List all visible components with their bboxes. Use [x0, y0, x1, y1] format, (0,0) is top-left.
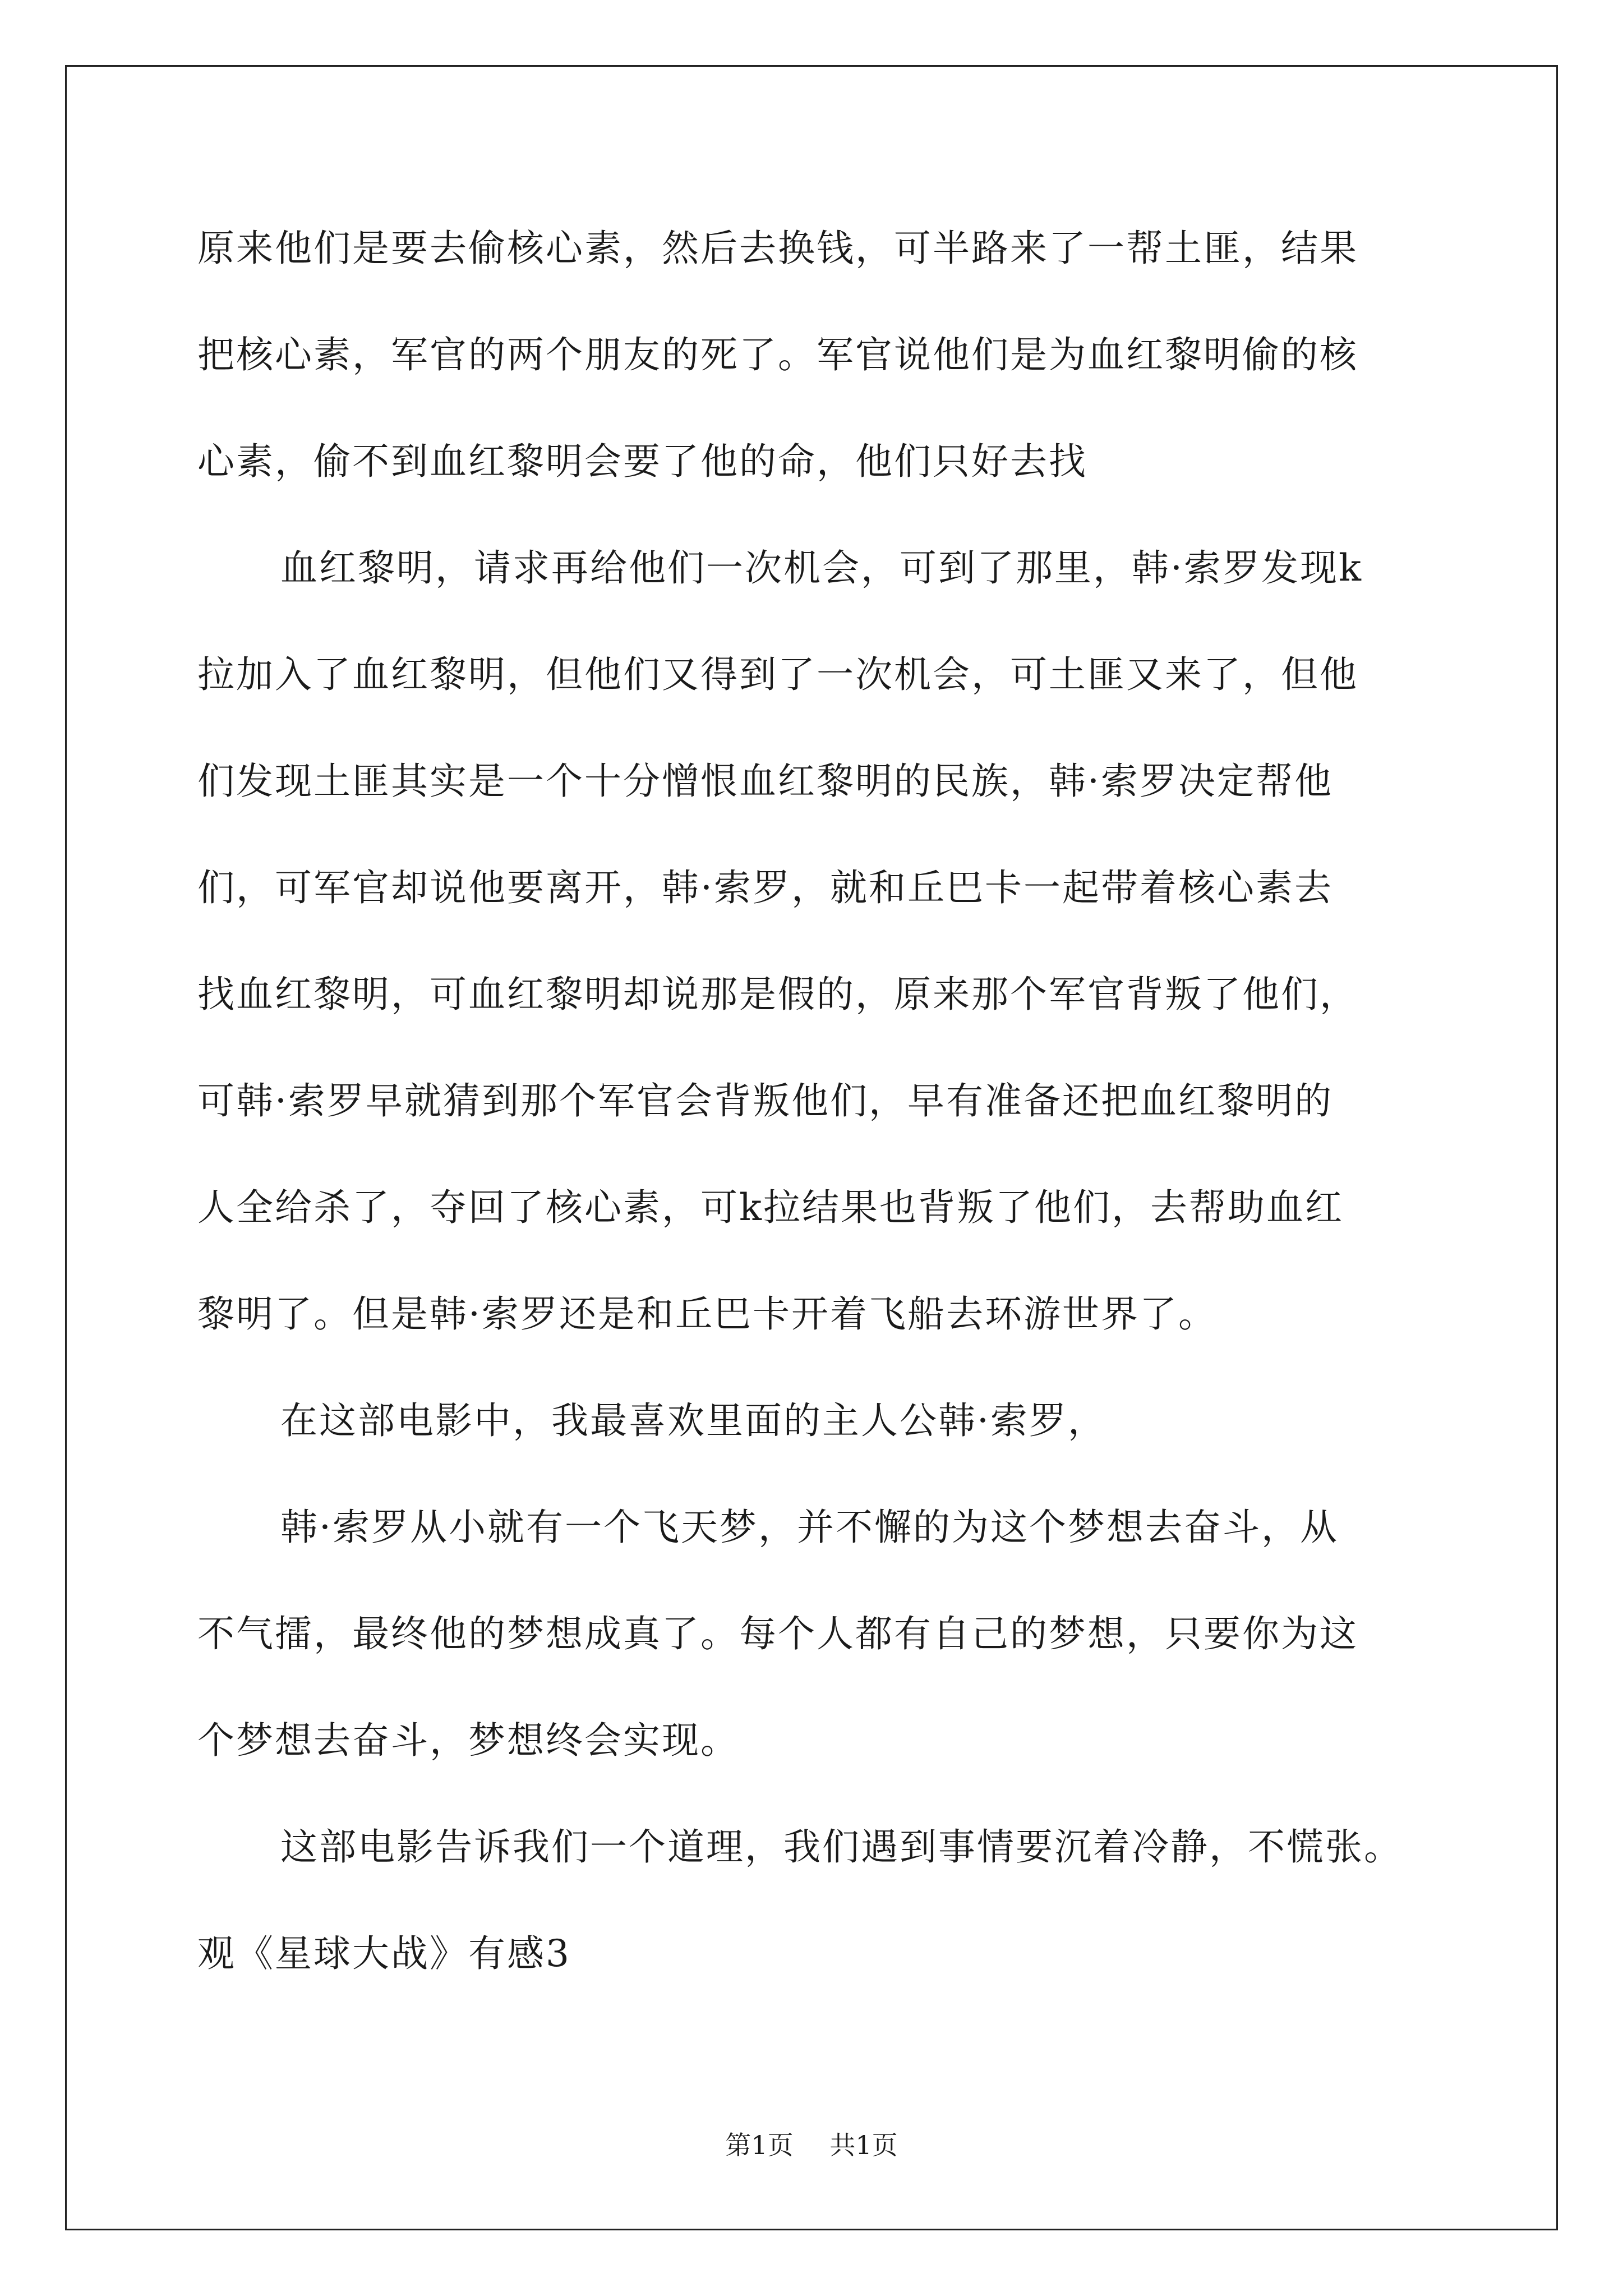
text-line: 心素，偷不到血红黎明会要了他的命，他们只好去找: [197, 440, 1087, 483]
paragraph-start-line: 在这部电影中，我最喜欢里面的主人公韩·索罗，: [280, 1399, 1106, 1442]
text-line: 原来他们是要去偷核心素，然后去换钱，可半路来了一帮土匪，结果: [197, 227, 1358, 270]
text-line: 拉加入了血红黎明，但他们又得到了一次机会，可土匪又来了，但他: [197, 653, 1358, 696]
paragraph-start-line: 这部电影告诉我们一个道理，我们遇到事情要沉着冷静，不慌张。: [280, 1825, 1403, 1869]
text-line: 把核心素，军官的两个朋友的死了。军官说他们是为血红黎明偷的核: [197, 333, 1358, 376]
section-heading: 观《星球大战》有感3: [197, 1932, 571, 1975]
paragraph-start-line: 韩·索罗从小就有一个飞天梦，并不懈的为这个梦想去奋斗，从: [280, 1506, 1339, 1549]
text-line: 不气擂，最终他的梦想成真了。每个人都有自己的梦想，只要你为这: [197, 1612, 1358, 1655]
text-line: 黎明了。但是韩·索罗还是和丘巴卡开着飞船去环游世界了。: [197, 1292, 1217, 1336]
text-line: 们发现土匪其实是一个十分憎恨血红黎明的民族，韩·索罗决定帮他: [197, 760, 1333, 803]
text-line: 人全给杀了，夺回了核心素，可k拉结果也背叛了他们，去帮助血红: [197, 1186, 1344, 1229]
text-line: 们，可军官却说他要离开，韩·索罗，就和丘巴卡一起带着核心素去: [197, 866, 1333, 909]
text-line: 找血红黎明，可血红黎明却说那是假的，原来那个军官背叛了他们，: [197, 973, 1358, 1016]
page-footer: [0, 2125, 1623, 2162]
paragraph-start-line: 血红黎明，请求再给他们一次机会，可到了那里，韩·索罗发现k: [280, 546, 1363, 590]
text-line: 个梦想去奋斗，梦想终会实现。: [197, 1719, 739, 1762]
text-line: 可韩·索罗早就猜到那个军官会背叛他们，早有准备还把血红黎明的: [197, 1079, 1333, 1122]
page-total: 共1页: [829, 2130, 898, 2160]
page-number: 第1页: [725, 2130, 794, 2160]
document-body: [197, 212, 1470, 2024]
